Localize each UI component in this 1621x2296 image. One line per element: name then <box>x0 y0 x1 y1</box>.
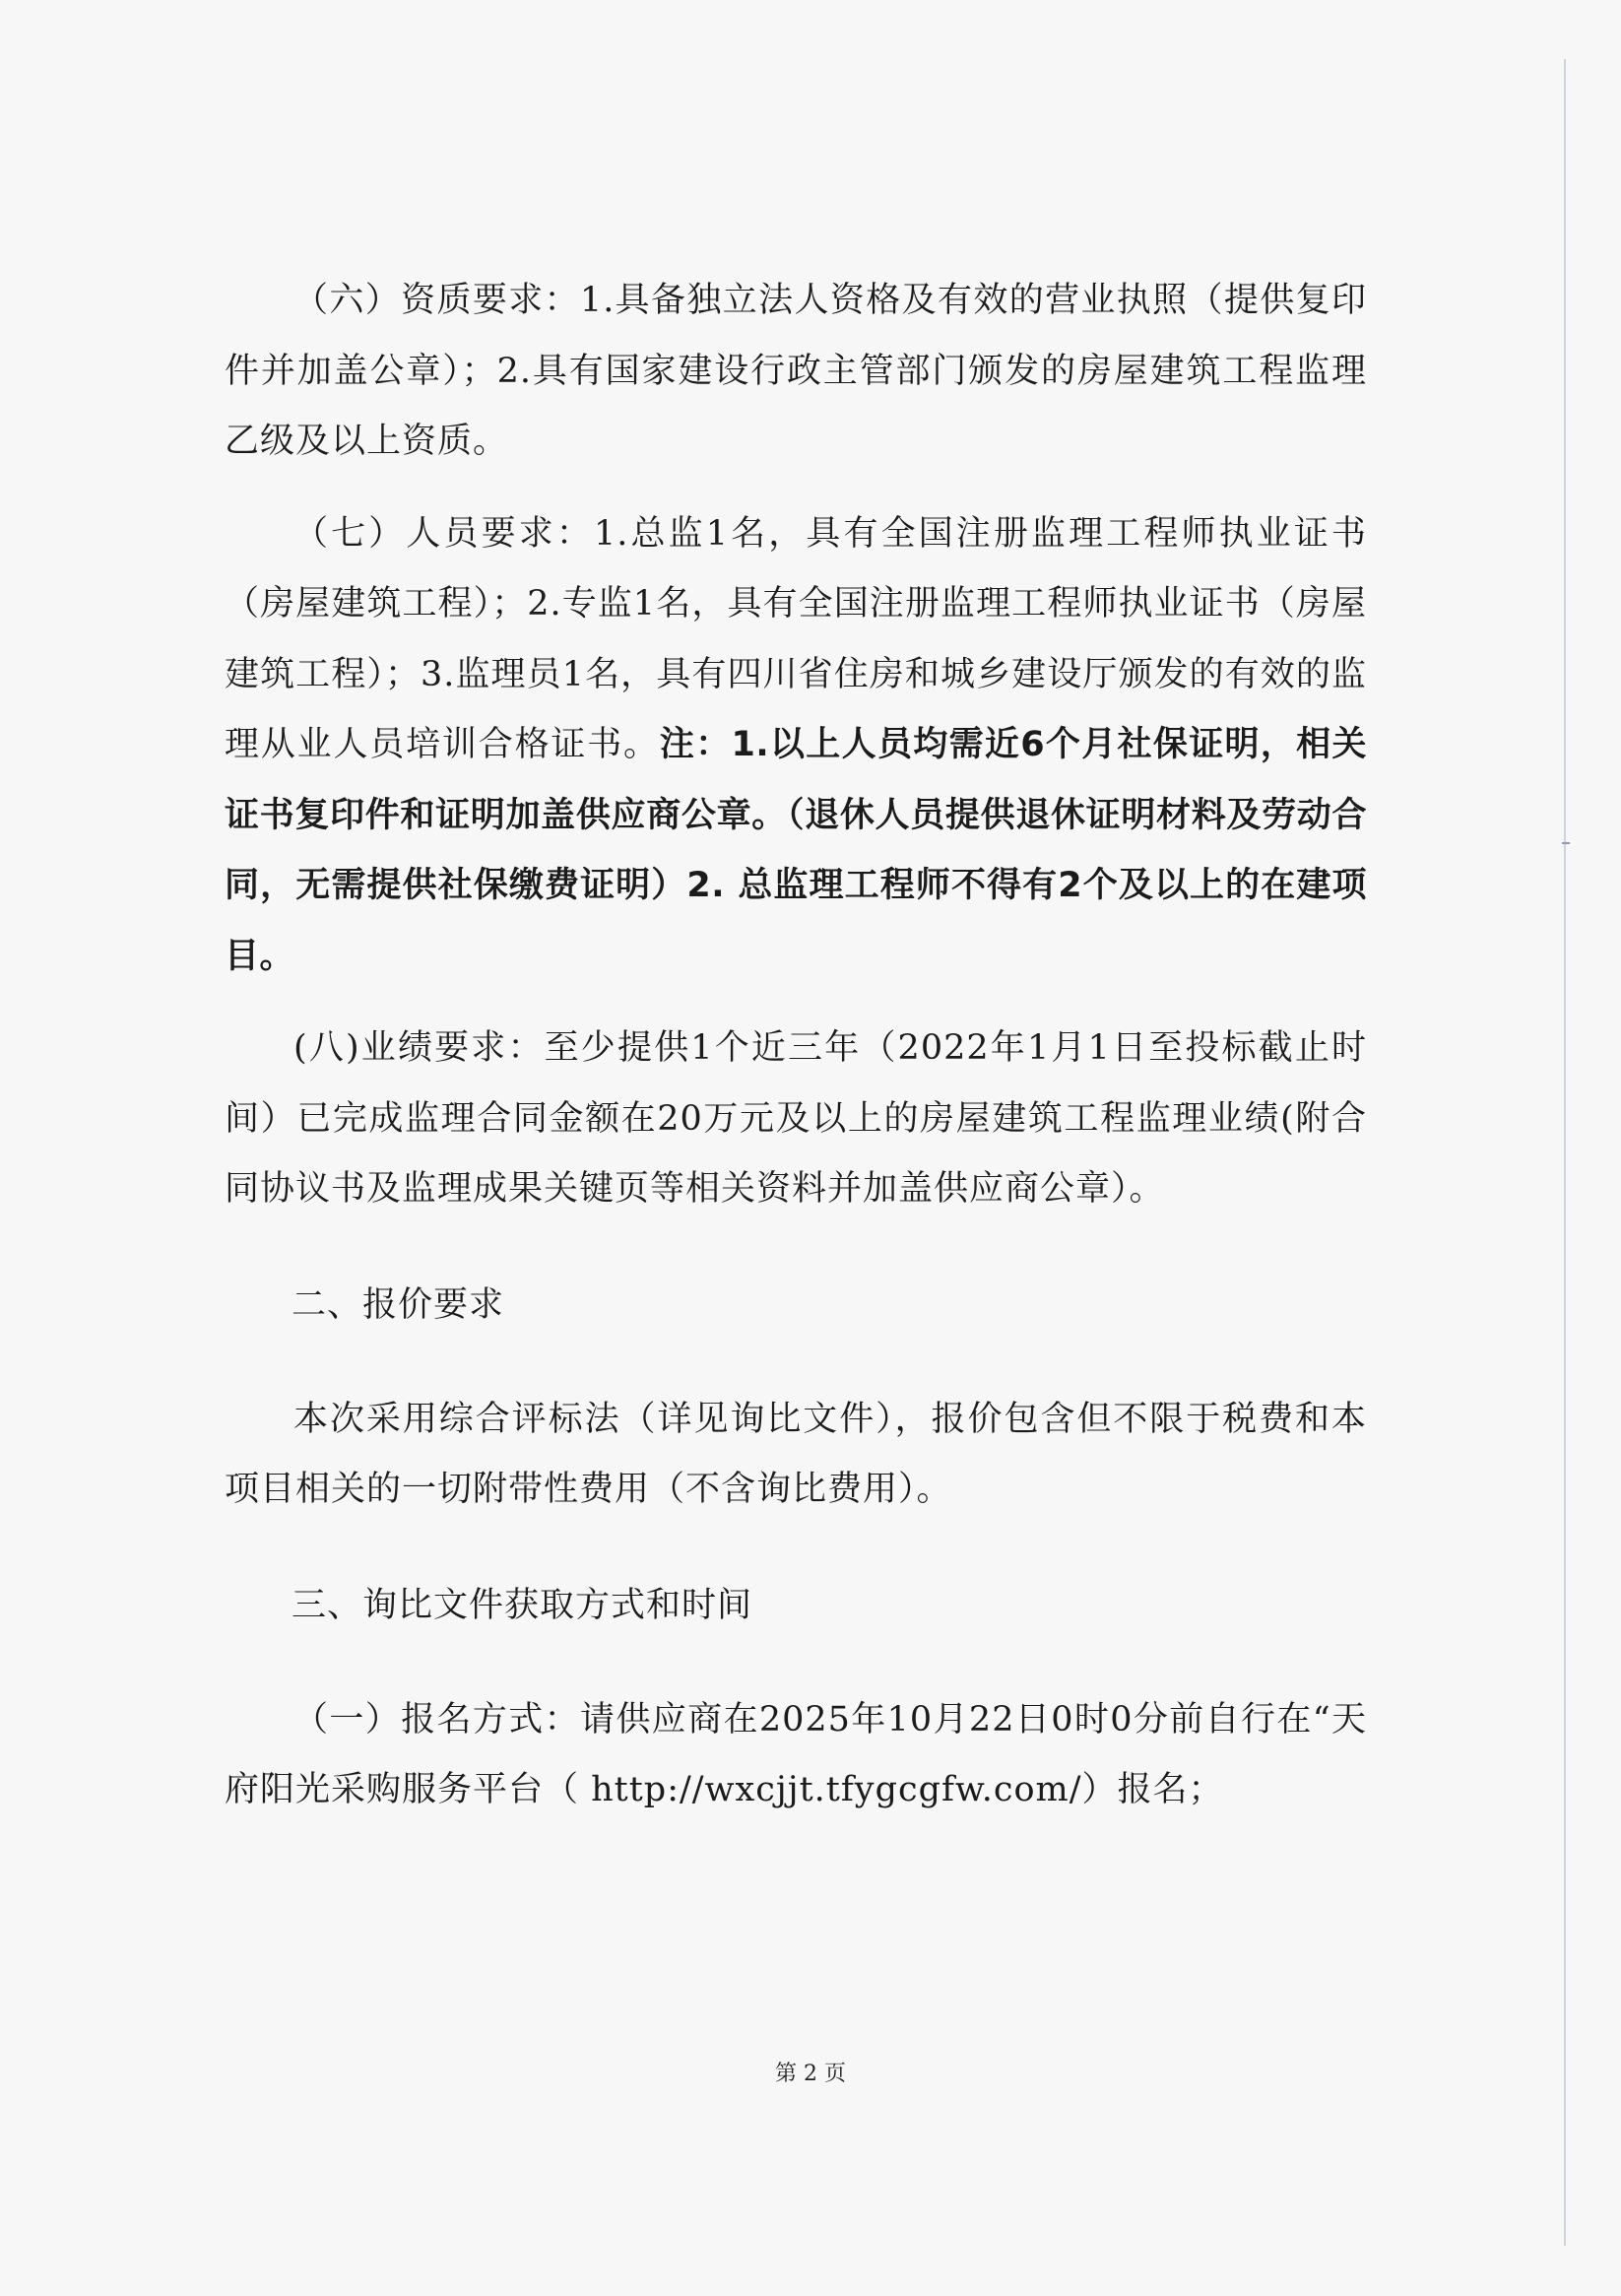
personnel-requirements-text: （七）人员要求：1.总监1名，具有全国注册监理工程师执业证书（房屋建筑工程）；2.专监1名，具有全国注册监理工程师执业证书（房屋建筑工程）；3.监理员1名，具有四川省住房和城乡建设厅颁发的有效的监理从业人员培训合格证书。 <box>225 513 1367 764</box>
personnel-paragraph <box>225 499 1367 993</box>
document-body <box>225 266 1367 1826</box>
acquisition-heading: 三、询比文件获取方式和时间 <box>292 1585 753 1625</box>
page-number: 第 2 页 <box>775 2062 846 2086</box>
scan-edge-line <box>1564 59 1566 2246</box>
personnel-note-text: 注：1.以上人员均需近6个月社保证明，相关证书复印件和证明加盖供应商公章。（退休人员提供退休证明材料及劳动合同，无需提供社保缴费证明）2. 总监理工程师不得有2个及以上的在建项目。 <box>225 725 1367 976</box>
performance-paragraph: (八)业绩要求：至少提供1个近三年（2022年1月1日至投标截止时间）已完成监理合同金额在20万元及以上的房屋建筑工程监理业绩(附合同协议书及监理成果关键页等相关资料并加盖供应商公章）。 <box>225 1028 1367 1209</box>
pricing-heading: 二、报价要求 <box>292 1284 505 1325</box>
registration-paragraph: （一）报名方式：请供应商在2025年10月22日0时0分前自行在“天府阳光采购服务平台（ http://wxcjjt.tfygcgfw.com/）报名； <box>225 1699 1367 1809</box>
qualification-paragraph: （六）资质要求：1.具备独立法人资格及有效的营业执照（提供复印件并加盖公章）；2.具有国家建设行政主管部门颁发的房屋建筑工程监理乙级及以上资质。 <box>225 281 1367 461</box>
scan-edge-mark <box>1562 842 1570 844</box>
pricing-paragraph: 本次采用综合评标法（详见询比文件），报价包含但不限于税费和本项目相关的一切附带性费用（不含询比费用）。 <box>225 1399 1367 1509</box>
